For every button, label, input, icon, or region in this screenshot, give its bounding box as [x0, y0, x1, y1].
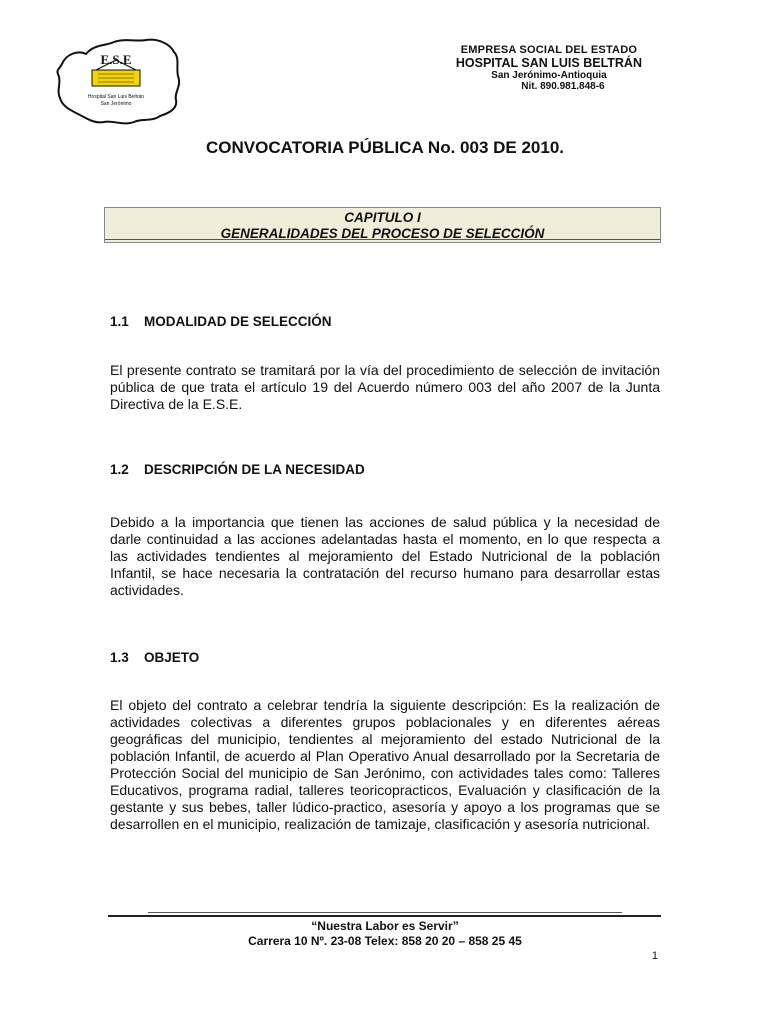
chapter-divider: [105, 239, 660, 240]
section-body: El presente contrato se tramitará por la vía del procedimiento de selección de invitación pública de que trata el artículo 19 del Acuerdo número 003 del año 2007 de la Junta Directiva de la E.S.E.: [110, 362, 660, 412]
section-body: El objeto del contrato a celebrar tendría la siguiente descripción: Es la realización de actividades colectivas a diferentes grupos poblacionales y en diferentes aéreas geográficas del municipio, tendientes al mejoramiento del estado Nutricional de la población Infantil, de acuerdo al Plan Operativo Anual desarrollado por la Secretaria de Protección Social del municipio de San Jerónimo, con actividades tales como: Talleres Educativos, programa radial, talleres teoricopracticos, Evaluación y clasificación de la gestante y sus bebes, taller lúdico-practico, asesoría y apoyo a los programas que se desarrollen en el municipio, realización de tamizaje, clasificación y asesoría nutricional.: [110, 697, 660, 832]
header-entity-type: EMPRESA SOCIAL DEL ESTADO: [460, 44, 638, 56]
section-title: OBJETO: [144, 650, 200, 665]
chapter-title: GENERALIDADES DEL PROCESO DE SELECCIÓN: [220, 226, 545, 241]
section-number: 1.1: [110, 314, 129, 329]
footer-rule: [108, 915, 661, 917]
section-title: DESCRIPCIÓN DE LA NECESIDAD: [144, 462, 365, 477]
logo-map-shape: [52, 36, 184, 126]
page-number: 1: [651, 950, 658, 962]
section-body: Debido a la importancia que tienen las acciones de salud pública y la necesidad de darle continuidad a las acciones adelantadas hasta el momento, en lo que respecta a las actividades tendientes al mejoramiento del Estado Nutricional de la población Infantil, se hace necesaria la contratación del recurso humano para desarrollar estas actividades.: [110, 514, 660, 598]
institution-header: [456, 44, 642, 92]
header-nit: Nit. 890.981.848-6: [521, 81, 605, 92]
section-heading: [110, 462, 365, 477]
header-hospital-name: HOSPITAL SAN LUIS BELTRÁN: [455, 56, 642, 70]
section-title: MODALIDAD DE SELECCIÓN: [144, 314, 332, 329]
section-number: 1.2: [110, 462, 129, 477]
document-title: CONVOCATORIA PÚBLICA No. 003 DE 2010.: [205, 138, 565, 157]
svg-text:E.S.E: E.S.E: [100, 52, 132, 67]
header-location: San Jerónimo-Antioquia: [491, 70, 607, 81]
hospital-logo: [52, 36, 184, 126]
section-heading: [110, 650, 199, 665]
section-number: 1.3: [110, 650, 129, 665]
footer-underline: [148, 912, 622, 913]
chapter-box: [104, 207, 661, 243]
svg-text:Hospital San Luis Beltrán: Hospital San Luis Beltrán: [87, 94, 145, 100]
section-heading: [110, 314, 332, 329]
footer-motto: “Nuestra Labor es Servir”: [311, 919, 459, 933]
chapter-number: CAPITULO I: [344, 210, 421, 225]
svg-text:San Jerónimo: San Jerónimo: [100, 101, 132, 107]
footer-address: Carrera 10 Nº. 23-08 Telex: 858 20 20 – 858 25 45: [248, 934, 522, 948]
